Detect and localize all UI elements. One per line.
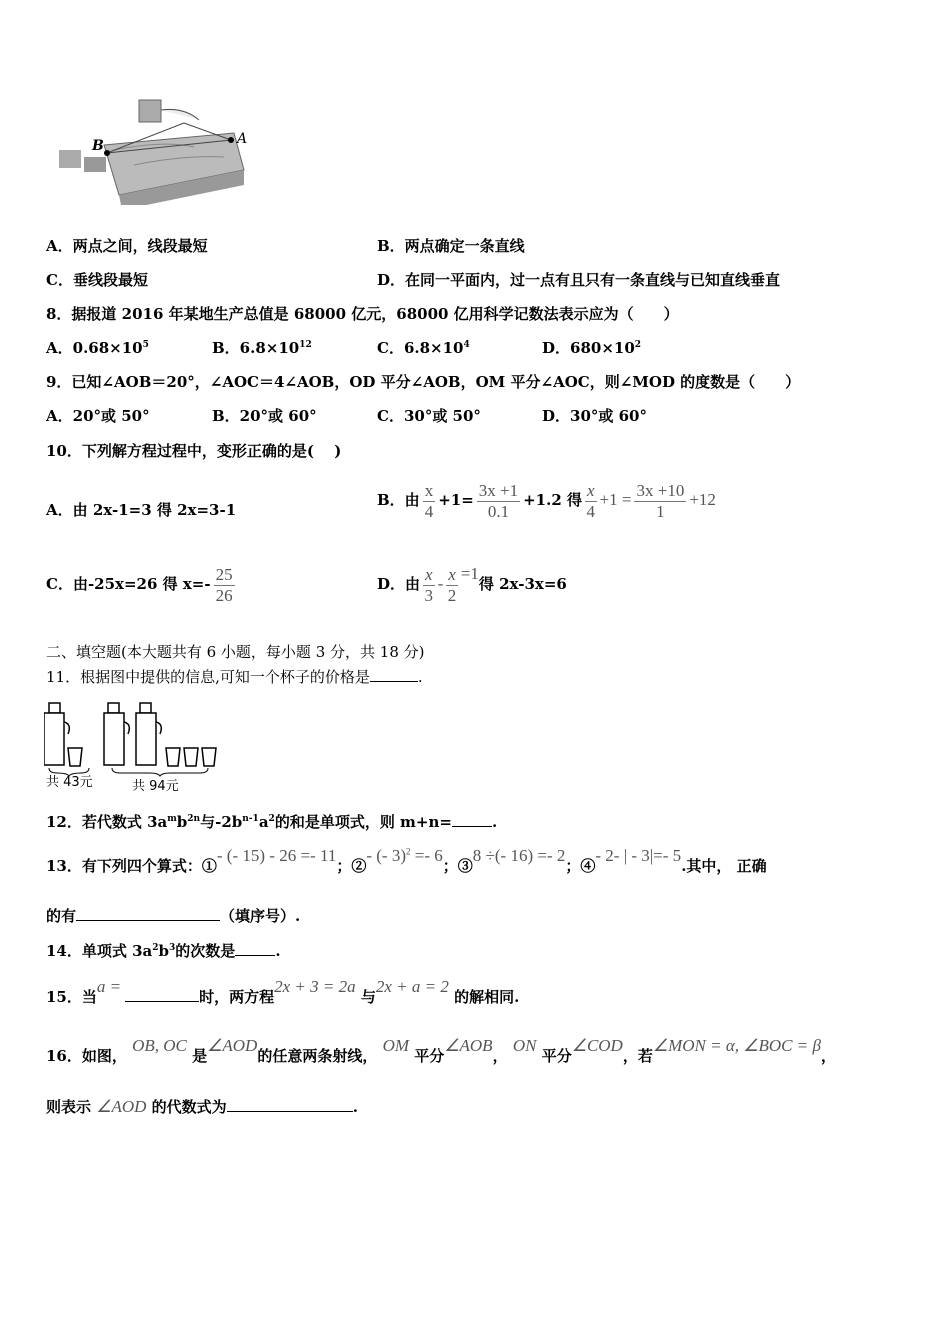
- q9-stem: 9．已知∠AOB＝20°，∠AOC＝4∠AOB，OD 平分∠AOB，OM 平分∠AOC，则∠MOD 的度数是（ ）: [46, 373, 801, 391]
- q14: 14．单项式 $3a^2b^3$的次数是 .: [46, 942, 281, 960]
- caption-94-yuan: 共 94元: [132, 779, 179, 794]
- q9-option-b: B．20°或 60°: [212, 407, 317, 425]
- q7-option-b: B．两点确定一条直线: [377, 237, 525, 255]
- string-on-wood-figure: [44, 95, 254, 205]
- q12: 12．若代数式 $3a^mb^{2n}$与$-2b^{n-1}a^2$的和是单项式，则 m+n= .: [46, 813, 498, 831]
- q13: 13．有下列四个算式：①- (- 15) - 26 =- 11；②- (- 3)$^2$ =- 6；③8 ÷(- 16) =- 2；④- 2- | - 3|=- 5.其中， 正确: [46, 846, 767, 875]
- q13-line2: 的有 （填序号）.: [46, 907, 301, 925]
- q8-stem: 8．据报道 2016 年某地生产总值是 68000 亿元，68000 亿用科学记数法表示应为（ ）: [46, 305, 679, 323]
- q10-option-d: D．由 $\frac{x}{3}$ - $\frac{x}{2}$ =1得 2x-3x=6: [377, 564, 567, 605]
- caption-43-yuan: 共 43元: [46, 775, 93, 790]
- q9-option-a: A．20°或 50°: [46, 407, 150, 425]
- q8-option-c: C．$6.8\times 10^4$: [377, 339, 470, 357]
- q15: 15．当a =时，两方程2x + 3 = 2a 与2x + a = 2 的解相同.: [46, 977, 520, 1006]
- q8-option-d: D．$680\times 10^2$: [542, 339, 642, 357]
- q10-stem: 10．下列解方程过程中，变形正确的是( ): [46, 442, 342, 460]
- q10-option-a: A．由 2x-1=3 得 2x=3-1: [46, 501, 237, 519]
- q7-option-a: A．两点之间，线段最短: [46, 237, 208, 255]
- q11-stem: 11．根据图中提供的信息,可知一个杯子的价格是 .: [46, 668, 423, 686]
- section-2-heading: 二、填空题(本大题共有 6 小题，每小题 3 分，共 18 分): [46, 643, 425, 661]
- q7-option-c: C．垂线段最短: [46, 271, 148, 289]
- q7-option-d: D．在同一平面内，过一点有且只有一条直线与已知直线垂直: [377, 271, 781, 289]
- q16: 16．如图， OB, OC 是∠AOD的任意两条射线， OM 平分∠AOB， ON 平分∠COD，若∠MON = α, ∠BOC = β，: [46, 1036, 836, 1065]
- thermos-cups-figure: [44, 700, 234, 795]
- q10-option-c: C．由-25x=26 得 x=- $\frac{25}{26}$: [46, 564, 233, 605]
- point-a-label: A: [237, 131, 248, 147]
- q10-option-b: B．由 $\frac{x}{4}$ +1= $\frac{3x +1}{0.1}$ +1.2 得 $\frac{x}{4}$ +1 = $\frac{3x +10}{1}$ +12: [377, 480, 716, 521]
- q9-option-c: C．30°或 50°: [377, 407, 481, 425]
- q8-option-a: A．$0.68\times 10^5$: [46, 339, 149, 357]
- q16-line2: 则表示 ∠AOD 的代数式为 .: [46, 1097, 358, 1116]
- q9-option-d: D．30°或 60°: [542, 407, 647, 425]
- q8-option-b: B．$6.8\times 10^{12}$: [212, 339, 312, 357]
- point-b-label: B: [92, 138, 104, 154]
